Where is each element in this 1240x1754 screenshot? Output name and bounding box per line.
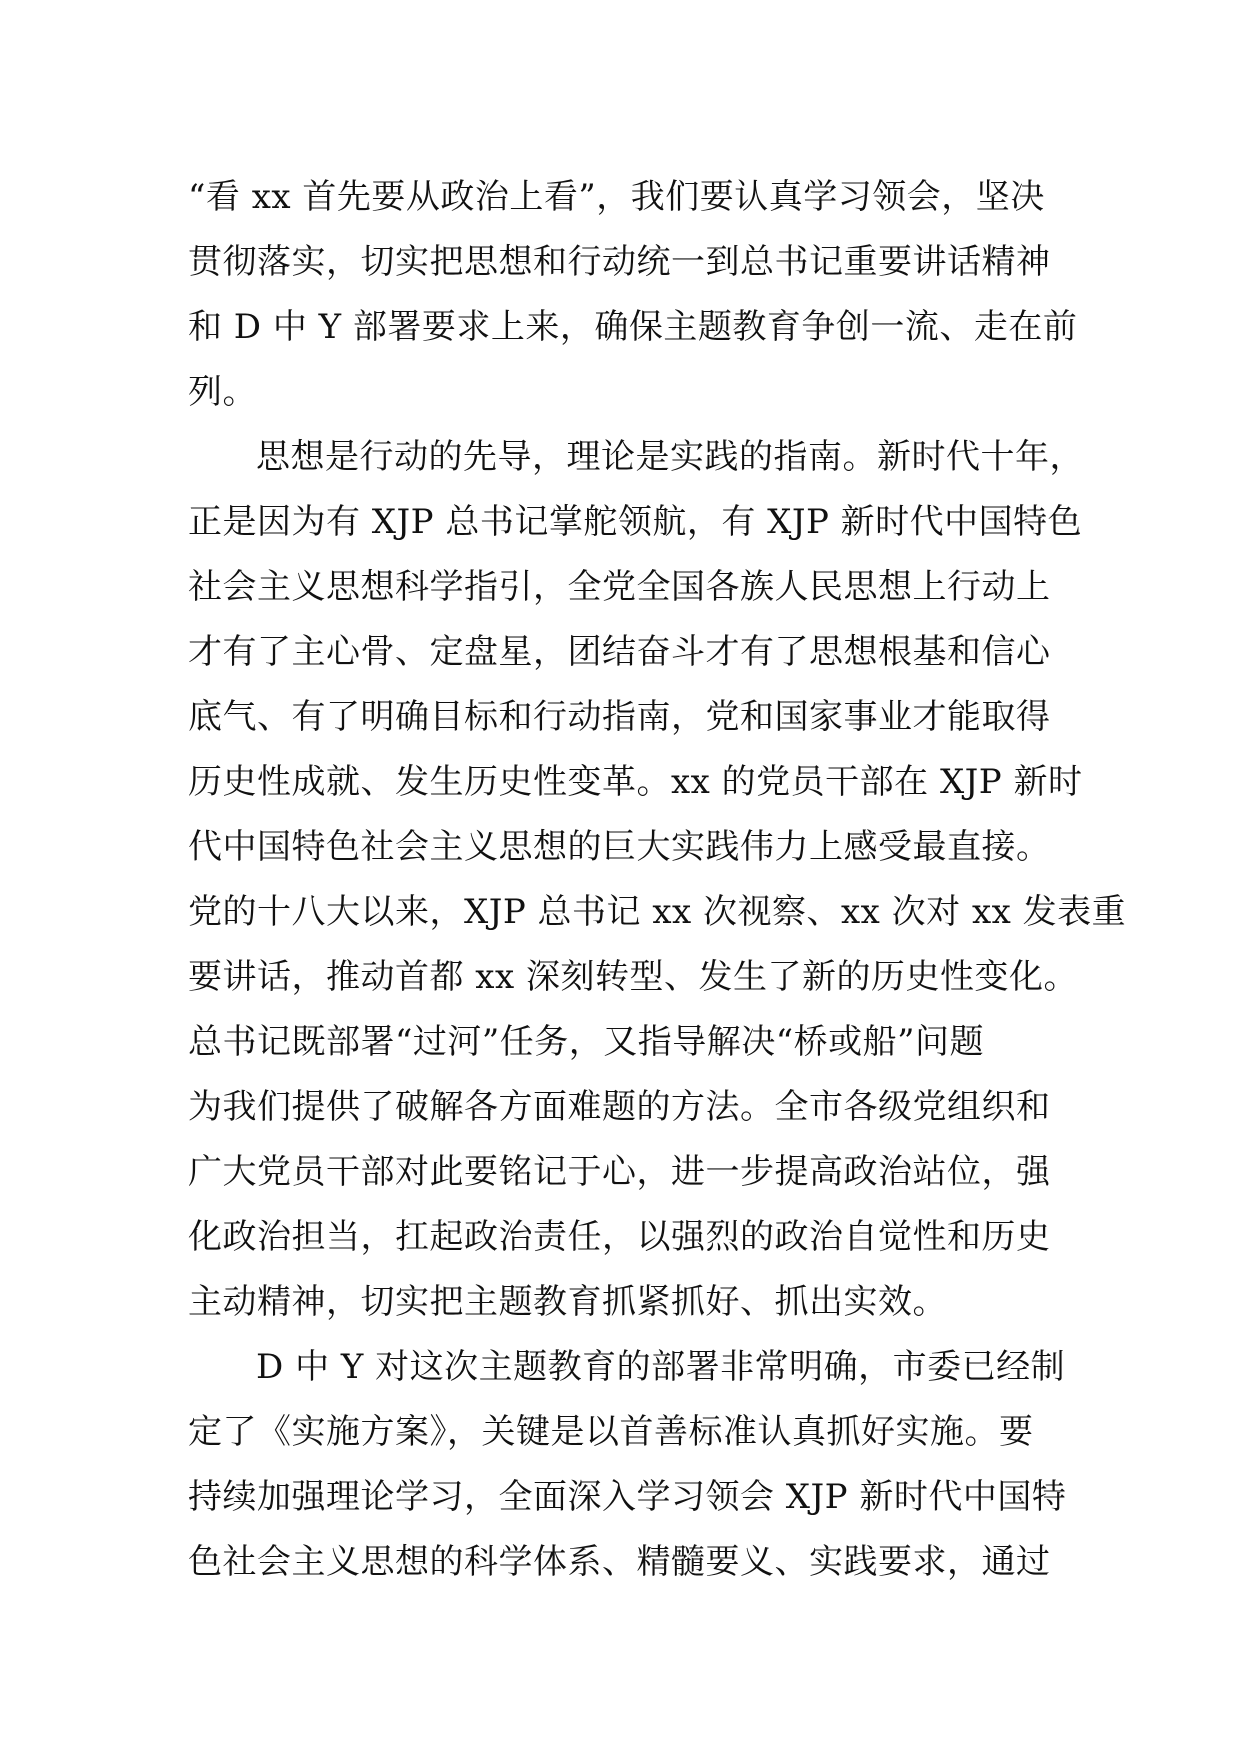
text-line: 要讲话，推动首都 xx 深刻转型、发生了新的历史性变化。 bbox=[188, 957, 1078, 997]
text-line: 主动精神，切实把主题教育抓紧抓好、抓出实效。 bbox=[188, 1282, 947, 1322]
text-line: 列。 bbox=[188, 372, 257, 412]
text-line: 化政治担当，扛起政治责任，以强烈的政治自觉性和历史 bbox=[188, 1217, 1051, 1257]
body-text bbox=[188, 165, 1127, 1595]
text-line: 总书记既部署“过河”任务，又指导解决“桥或船”问题 bbox=[188, 1022, 985, 1062]
text-line: 思想是行动的先导，理论是实践的指南。新时代十年， bbox=[256, 437, 1084, 477]
text-line: 贯彻落实，切实把思想和行动统一到总书记重要讲话精神 bbox=[188, 242, 1051, 282]
text-line: 和 D 中 Y 部署要求上来，确保主题教育争创一流、走在前 bbox=[188, 307, 1078, 347]
text-line: 历史性成就、发生历史性变革。xx 的党员干部在 XJP 新时 bbox=[188, 762, 1083, 802]
text-line: 代中国特色社会主义思想的巨大实践伟力上感受最直接。 bbox=[188, 827, 1051, 867]
text-line: 为我们提供了破解各方面难题的方法。全市各级党组织和 bbox=[188, 1087, 1051, 1127]
text-line: 广大党员干部对此要铭记于心，进一步提高政治站位，强 bbox=[188, 1152, 1051, 1192]
text-line: 社会主义思想科学指引，全党全国各族人民思想上行动上 bbox=[188, 567, 1051, 607]
text-line: “看 xx 首先要从政治上看”，我们要认真学习领会，坚决 bbox=[188, 177, 1045, 217]
text-line: 定了《实施方案》，关键是以首善标准认真抓好实施。要 bbox=[188, 1412, 1034, 1452]
text-line: 才有了主心骨、定盘星，团结奋斗才有了思想根基和信心 bbox=[188, 632, 1051, 672]
text-line: D 中 Y 对这次主题教育的部署非常明确，市委已经制 bbox=[256, 1347, 1066, 1387]
text-line: 党的十八大以来，XJP 总书记 xx 次视察、xx 次对 xx 发表重 bbox=[188, 892, 1127, 932]
text-line: 持续加强理论学习，全面深入学习领会 XJP 新时代中国特 bbox=[188, 1477, 1067, 1517]
text-line: 底气、有了明确目标和行动指南，党和国家事业才能取得 bbox=[188, 697, 1051, 737]
text-line: 色社会主义思想的科学体系、精髓要义、实践要求，通过 bbox=[188, 1542, 1051, 1582]
text-line: 正是因为有 XJP 总书记掌舵领航，有 XJP 新时代中国特色 bbox=[188, 502, 1083, 542]
